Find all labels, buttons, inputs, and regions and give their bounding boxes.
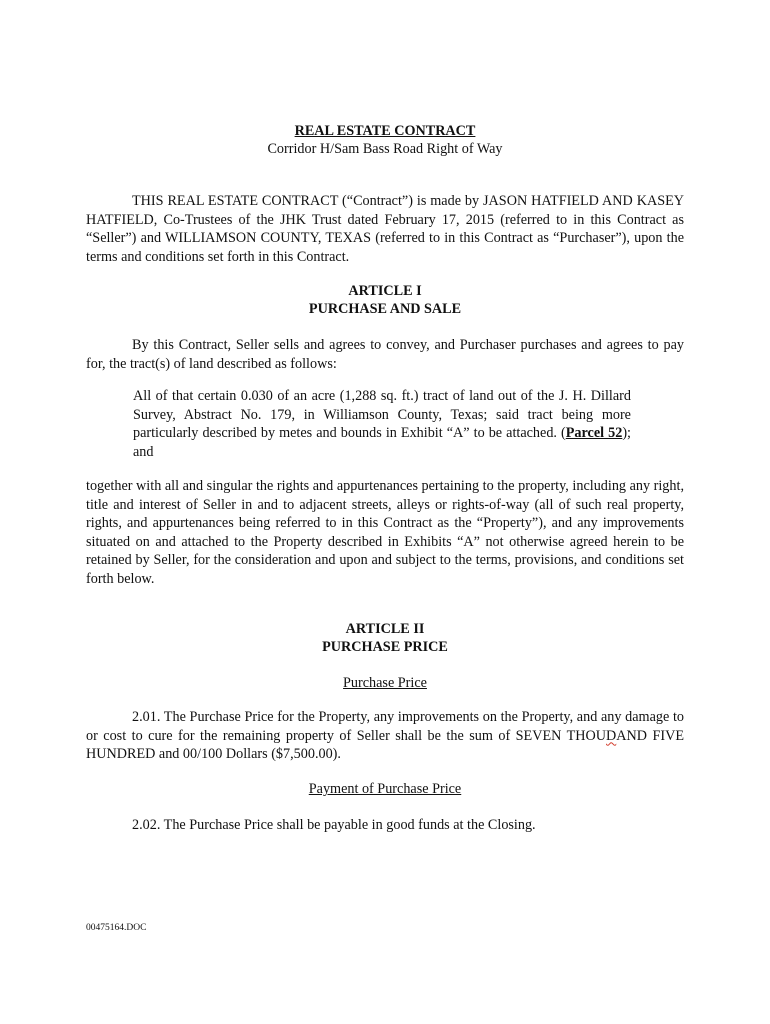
purchase-sale-paragraph: By this Contract, Seller sells and agrees to convey, and Purchaser purchases and agrees to pay for, the tract(s) of land described as follows:	[86, 337, 684, 372]
contract-title: REAL ESTATE CONTRACT	[294, 123, 476, 139]
purchase-price-title: Purchase Price	[343, 675, 427, 691]
intro-paragraph: THIS REAL ESTATE CONTRACT (“Contract”) is made by JASON HATFIELD AND KASEY HATFIELD, Co-Trustees of the JHK Trust dated February 17, 2015 (referred to in this Contract as “Seller”) and WILLIAMSON COUNTY, TEXAS (referred to in this Contract as “Purchaser”), upon the terms and conditions set forth in this Contract.	[86, 193, 684, 265]
document-id-footer: 00475164.DOC	[86, 923, 147, 933]
article-1-subheading: PURCHASE AND SALE	[308, 301, 462, 317]
spellcheck-marked-letter: D	[606, 727, 617, 744]
parcel-reference: Parcel 52	[565, 425, 623, 442]
article-1-heading: ARTICLE I	[348, 283, 422, 299]
misspelled-word	[567, 728, 647, 744]
purchase-price-paragraph	[86, 708, 684, 764]
property-description-end: ); and	[133, 425, 631, 460]
payment-title: Payment of Purchase Price	[308, 781, 462, 797]
appurtenances-paragraph: together with all and singular the rights and appurtenances pertaining to the property, including any right, title and interest of Seller in and to adjacent streets, alleys or rights-of-way (all of such real property, rights, and appurtenances being referred to in this Contract as the “Property”), and any improvements situated on and attached to the Property described in Exhibits “A” not otherwise agreed herein to be retained by Seller, for the consideration and upon and subject to the terms, provisions, and conditions set forth below.	[86, 478, 684, 587]
property-description-block	[133, 387, 631, 461]
article-2-subheading: PURCHASE PRICE	[322, 639, 448, 655]
contract-subtitle: Corridor H/Sam Bass Road Right of Way	[267, 141, 503, 157]
payment-paragraph: 2.02. The Purchase Price shall be payable in good funds at the Closing.	[132, 817, 536, 833]
purchase-price-text-a: 2.01. The Purchase Price for the Property, any improvements on the Property, and any damage to or cost to cure for the remaining property of Seller shall be the sum of SEVEN	[86, 709, 684, 744]
misspelled-word-start: THOU	[566, 727, 606, 744]
misspelled-word-end: AND	[616, 727, 647, 744]
property-description-text: All of that certain 0.030 of an acre (1,288 sq. ft.) tract of land out of the J. H. Dillard Survey, Abstract No. 179, in Williamson County, Texas; said tract being more particularly described by metes and bounds in Exhibit “A” to be attached. (	[133, 388, 631, 442]
article-2-heading: ARTICLE II	[345, 621, 425, 637]
purchase-price-text-b: FIVE HUNDRED and 00/100 Dollars ($7,500.00).	[86, 727, 685, 763]
